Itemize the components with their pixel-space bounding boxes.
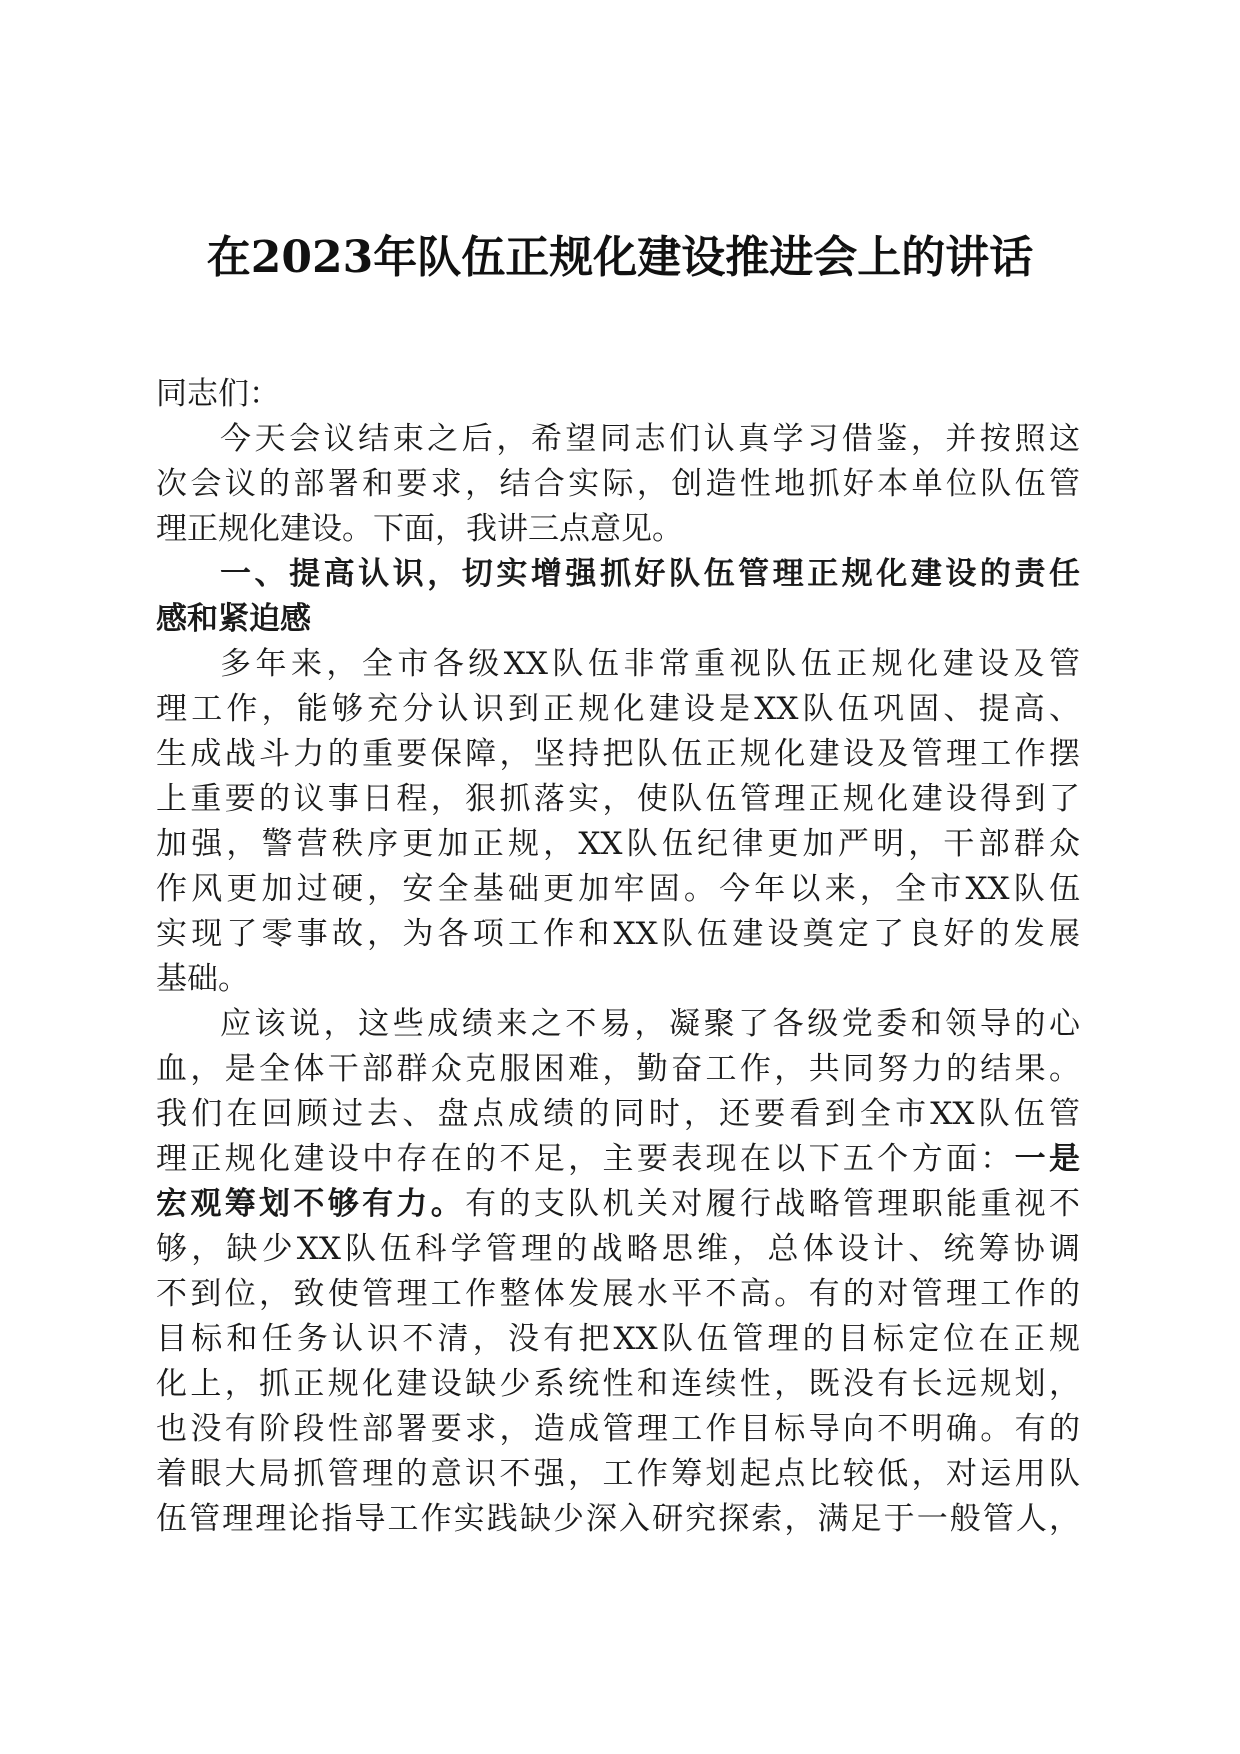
- text-line: 目标和任务认识不清，没有把XX队伍管理的目标定位在正规: [156, 1321, 1080, 1357]
- heading-line: 感和紧迫感: [156, 601, 311, 637]
- salutation: 同志们：: [156, 376, 280, 412]
- text-line: 作风更加过硬，安全基础更加牢固。今年以来，全市XX队伍: [156, 871, 1080, 907]
- text-segment: 理正规化建设中存在的不足，主要表现在以下五个方面：: [156, 1141, 1015, 1177]
- text-line: 够，缺少XX队伍科学管理的战略思维，总体设计、统筹协调: [156, 1231, 1080, 1267]
- text-line: [156, 1137, 1080, 1182]
- text-segment: 有的支队机关对履行战略管理职能重视不: [465, 1186, 1081, 1222]
- text-line: 应该说，这些成绩来之不易，凝聚了各级党委和领导的心: [220, 1006, 1080, 1042]
- paragraph-shortcomings: [156, 1002, 1080, 1542]
- text-line: 着眼大局抓管理的意识不强，工作筹划起点比较低，对运用队: [156, 1456, 1080, 1492]
- section-heading: [156, 552, 1080, 642]
- bold-phrase: 宏观筹划不够有力。: [156, 1186, 466, 1222]
- text-line: 也没有阶段性部署要求，造成管理工作目标导向不明确。有的: [156, 1411, 1080, 1447]
- text-line: 伍管理理论指导工作实践缺少深入研究探索，满足于一般管人，: [156, 1501, 1080, 1537]
- text-line: 理工作，能够充分认识到正规化建设是XX队伍巩固、提高、: [156, 691, 1080, 727]
- text-line: 血，是全体干部群众克服困难，勤奋工作，共同努力的结果。: [156, 1051, 1080, 1087]
- text-line: 不到位，致使管理工作整体发展水平不高。有的对管理工作的: [156, 1276, 1080, 1312]
- text-line: 实现了零事故，为各项工作和XX队伍建设奠定了良好的发展: [156, 916, 1080, 952]
- text-line: 理正规化建设。下面，我讲三点意见。: [156, 511, 683, 547]
- document-title: 在2023年队伍正规化建设推进会上的讲话: [206, 232, 1034, 283]
- bold-phrase: 一是: [1014, 1141, 1081, 1177]
- text-line: 生成战斗力的重要保障，坚持把队伍正规化建设及管理工作摆: [156, 736, 1080, 772]
- text-line: 上重要的议事日程，狠抓落实，使队伍管理正规化建设得到了: [156, 781, 1080, 817]
- heading-line: 一、提高认识，切实增强抓好队伍管理正规化建设的责任: [220, 556, 1080, 592]
- paragraph-achievements: [156, 642, 1080, 1002]
- intro-paragraph: [156, 417, 1080, 552]
- text-line: 加强，警营秩序更加正规，XX队伍纪律更加严明，干部群众: [156, 826, 1080, 862]
- text-line: 我们在回顾过去、盘点成绩的同时，还要看到全市XX队伍管: [156, 1096, 1080, 1132]
- document-body: [156, 372, 1080, 1542]
- text-line: 次会议的部署和要求，结合实际，创造性地抓好本单位队伍管: [156, 466, 1080, 502]
- text-line: 多年来，全市各级XX队伍非常重视队伍正规化建设及管: [220, 646, 1080, 682]
- text-line: [156, 1182, 1080, 1227]
- text-line: 今天会议结束之后，希望同志们认真学习借鉴，并按照这: [220, 421, 1080, 457]
- text-line: 基础。: [156, 961, 249, 997]
- text-line: 化上，抓正规化建设缺少系统性和连续性，既没有长远规划，: [156, 1366, 1080, 1402]
